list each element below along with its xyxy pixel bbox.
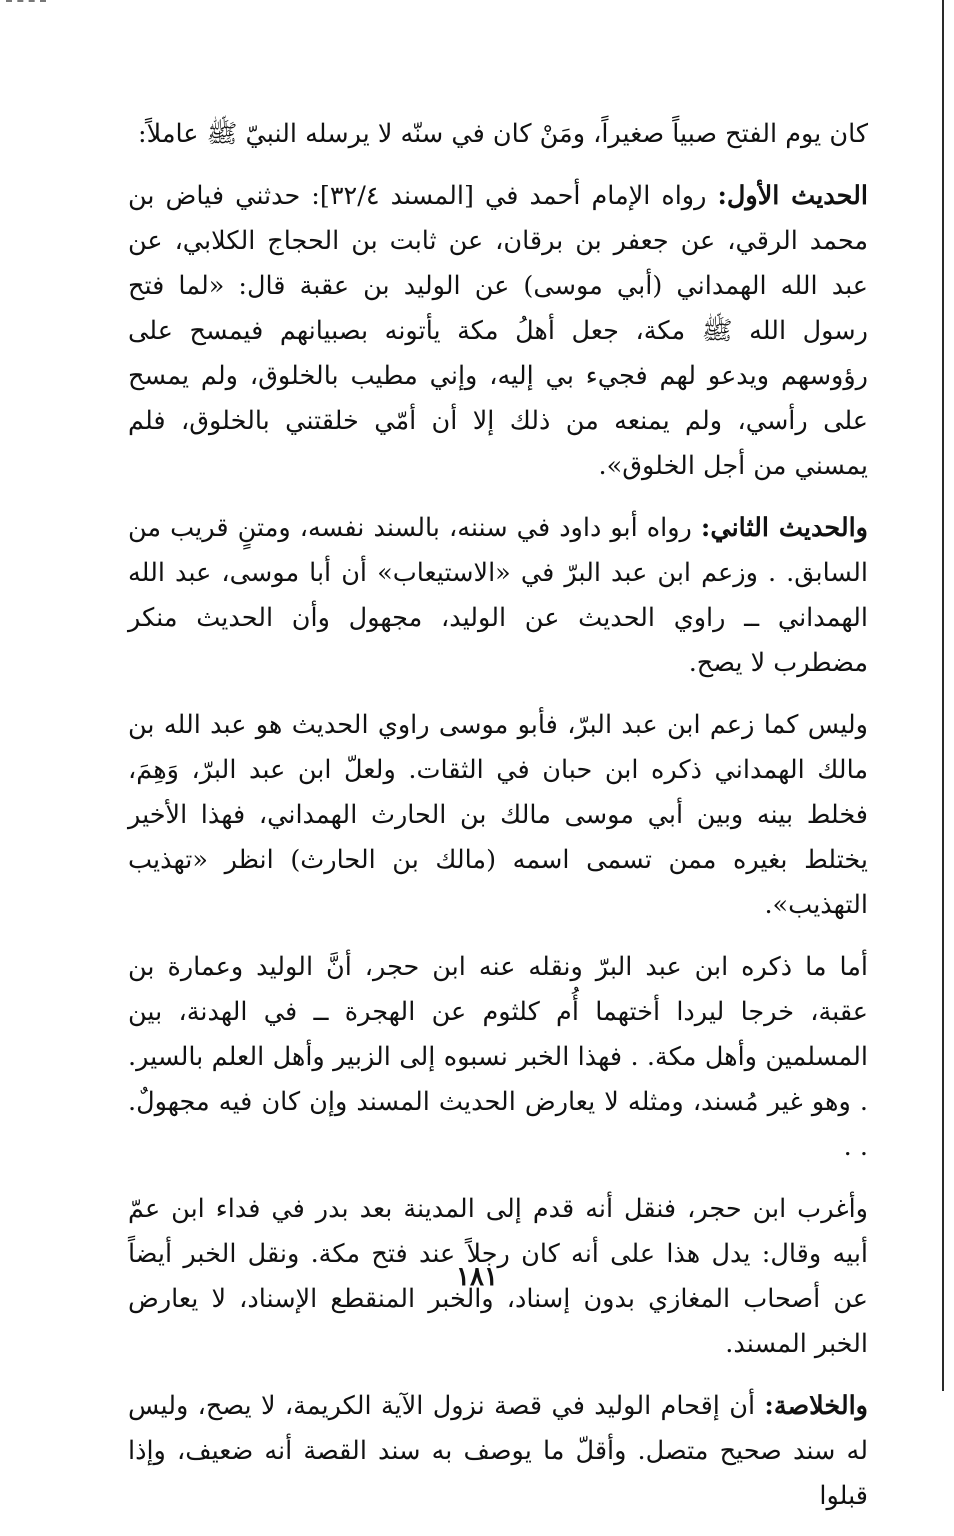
paragraph-text: كان يوم الفتح صبياً صغيراً، ومَنْ كان في سنّه لا يرسله النبيّ ﷺ عاملاً: <box>138 119 868 149</box>
paragraph-text: وليس كما زعم ابن عبد البرّ، فأبو موسى راوي الحديث هو عبد الله بن مالك الهمداني ذكره ابن حبان في الثقات. ولعلّ ابن عبد البرّ، وَهِمَ، فخلط بينه وبين أبي موسى مالك بن الحارث الهمداني، فهذا الأخير يختلط بغيره ممن تسمى اسمه (مالك بن الحارث) انظر «تهذيب التهذيب». <box>128 710 868 920</box>
paragraph-rebuttal <box>128 703 868 928</box>
paragraph-text: رواه الإمام أحمد في [المسند ٣٢/٤]: حدثني فياض بن محمد الرقي، عن جعفر بن برقان، عن ثابت بن الحجاج الكلابي، عن عبد الله الهمداني (أبي موسى) عن الوليد بن عقبة قال: «لما فتح رسول الله ﷺ مكة، جعل أهلُ مكة يأتونه بصبيانهم فيمسح على رؤوسهم ويدعو لهم فجيء بي إليه، وإني مطيب بالخلوق، ولم يمسح على رأسي، ولم يمنعه من ذلك إلا أن أمّي خلقتني بالخلوق، فلم يمسني من أجل الخلوق». <box>128 181 868 481</box>
paragraph-lead: والحديث الثاني: <box>700 513 868 543</box>
paragraph-text: رواه أبو داود في سننه، بالسند نفسه، ومتنٍ قريب من السابق. . وزعم ابن عبد البرّ في «الاستيعاب» أن أبا موسى، عبد الله الهمداني ــ راوي الحديث عن الوليد، مجهول وأن الحديث منكر مضطرب لا يصح. <box>128 513 868 678</box>
paragraph-intro <box>128 112 868 157</box>
paragraph-text: وأغرب ابن حجر، فنقل أنه قدم إلى المدينة بعد بدر في فداء ابن عمّ أبيه وقال: يدل هذا على أنه كان رجلاً عند فتح مكة. ونقل الخبر أيضاً عن أصحاب المغازي بدون إسناد، والخبر المنقطع الإسناد، لا يعارض الخبر المسند. <box>128 1194 869 1359</box>
paragraph-text: أما ما ذكره ابن عبد البرّ ونقله عنه ابن حجر، أنَّ الوليد وعمارة بن عقبة، خرجا ليردا أختهما أُم كلثوم عن الهجرة ــ في الهدنة، بين المسلمين وأهل مكة. . فهذا الخبر نسبوه إلى الزبير وأهل العلم بالسير. . وهو غير مُسند، ومثله لا يعارض الحديث المسند وإن كان فيه مجهولٌ. . . <box>128 952 868 1162</box>
paragraph-second-hadith <box>128 506 868 686</box>
page-body <box>128 112 868 1536</box>
paragraph-lead: الحديث الأول: <box>717 181 868 211</box>
page-number: ١٨١ <box>456 1262 498 1292</box>
paragraph-ibn-hajar <box>128 945 868 1170</box>
scan-corner-mark <box>6 0 46 8</box>
paragraph-text: أن إقحام الوليد في قصة نزول الآية الكريمة، لا يصح، وليس له سند صحيح متصل. وأقلّ ما يوصف به سند القصة أنه ضعيف، وإذا قبلوا <box>128 1391 868 1511</box>
paragraph-conclusion <box>128 1384 868 1519</box>
paragraph-first-hadith <box>128 174 868 489</box>
scan-page-edge <box>942 0 944 1391</box>
paragraph-lead: والخلاصة: <box>764 1391 868 1421</box>
